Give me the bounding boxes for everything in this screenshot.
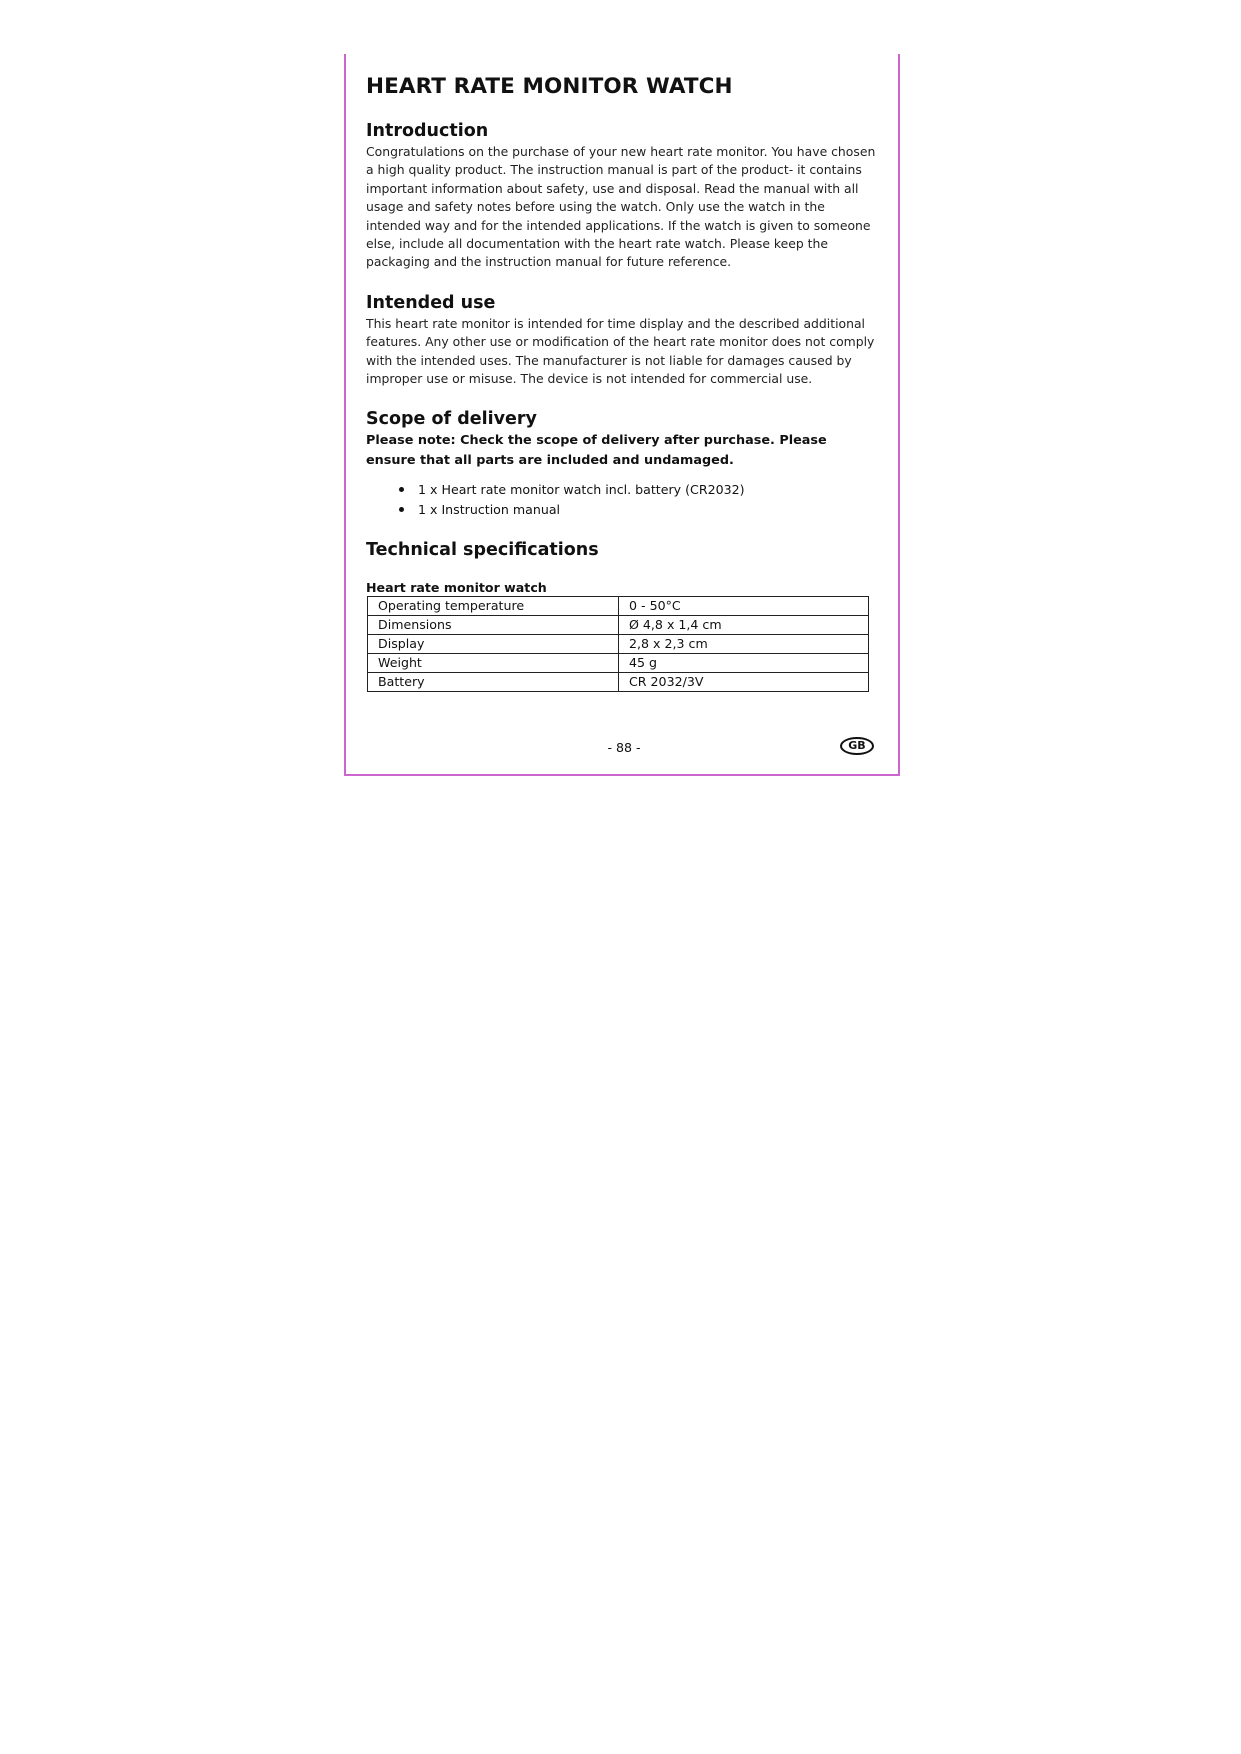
intended-use-body: This heart rate monitor is intended for time display and the described additional features. Any other use or modification of the heart rate monitor does not comply with the intended uses. The manufacturer is not liable for damages caused by improper use or misuse. The device is not intended for commercial use. <box>366 315 875 387</box>
list-item-text: 1 x Instruction manual <box>418 501 561 517</box>
spec-label: Weight <box>368 654 619 673</box>
spec-label: Operating temperature <box>368 597 619 616</box>
spec-label: Dimensions <box>368 616 619 635</box>
section-spacer <box>366 388 878 409</box>
scope-of-delivery-heading: Scope of delivery <box>366 409 537 430</box>
list-item-text: 1 x Heart rate monitor watch incl. battery (CR2032) <box>418 482 745 498</box>
delivery-items-list <box>366 480 878 519</box>
specs-table-label: Heart rate monitor watch <box>366 580 547 596</box>
introduction-heading: Introduction <box>366 121 489 141</box>
specs-table <box>367 596 869 692</box>
intended-use-heading: Intended use <box>366 292 496 313</box>
page-frame <box>344 54 900 776</box>
spec-label: Battery <box>368 673 619 692</box>
table-row <box>368 654 869 673</box>
bullet-icon <box>399 487 404 492</box>
table-row <box>368 616 869 635</box>
introduction-body: Congratulations on the purchase of your new heart rate monitor. You have chosen a high quality product. The instruction manual is part of the product- it contains important information about safety, use and disposal. Read the manual with all usage and safety notes before using the watch. Only use the watch in the intended way and for the intended applications. If the watch is given to someone else, include all documentation with the heart rate watch. Please keep the packaging and the instruction manual for future reference. <box>366 144 876 270</box>
language-badge-icon: GB <box>840 737 874 755</box>
spec-label: Display <box>368 635 619 654</box>
scope-of-delivery-note: Please note: Check the scope of delivery after purchase. Please ensure that all parts are included and undamaged. <box>366 433 827 468</box>
table-row <box>368 635 869 654</box>
section-spacer <box>366 272 878 293</box>
spec-value: 45 g <box>619 654 869 673</box>
bullet-icon <box>399 507 404 512</box>
spec-value: Ø 4,8 x 1,4 cm <box>619 616 869 635</box>
table-row <box>368 673 869 692</box>
table-row <box>368 597 869 616</box>
spec-value: 0 - 50°C <box>619 597 869 616</box>
technical-specifications-heading: Technical specifications <box>366 540 599 561</box>
document-title: HEART RATE MONITOR WATCH <box>366 74 733 99</box>
list-item <box>399 480 878 500</box>
page-number: - 88 - <box>607 740 641 755</box>
page-content <box>366 74 878 692</box>
section-spacer <box>366 519 878 540</box>
list-item <box>399 500 878 520</box>
spec-value: 2,8 x 2,3 cm <box>619 635 869 654</box>
spec-value: CR 2032/3V <box>619 673 869 692</box>
